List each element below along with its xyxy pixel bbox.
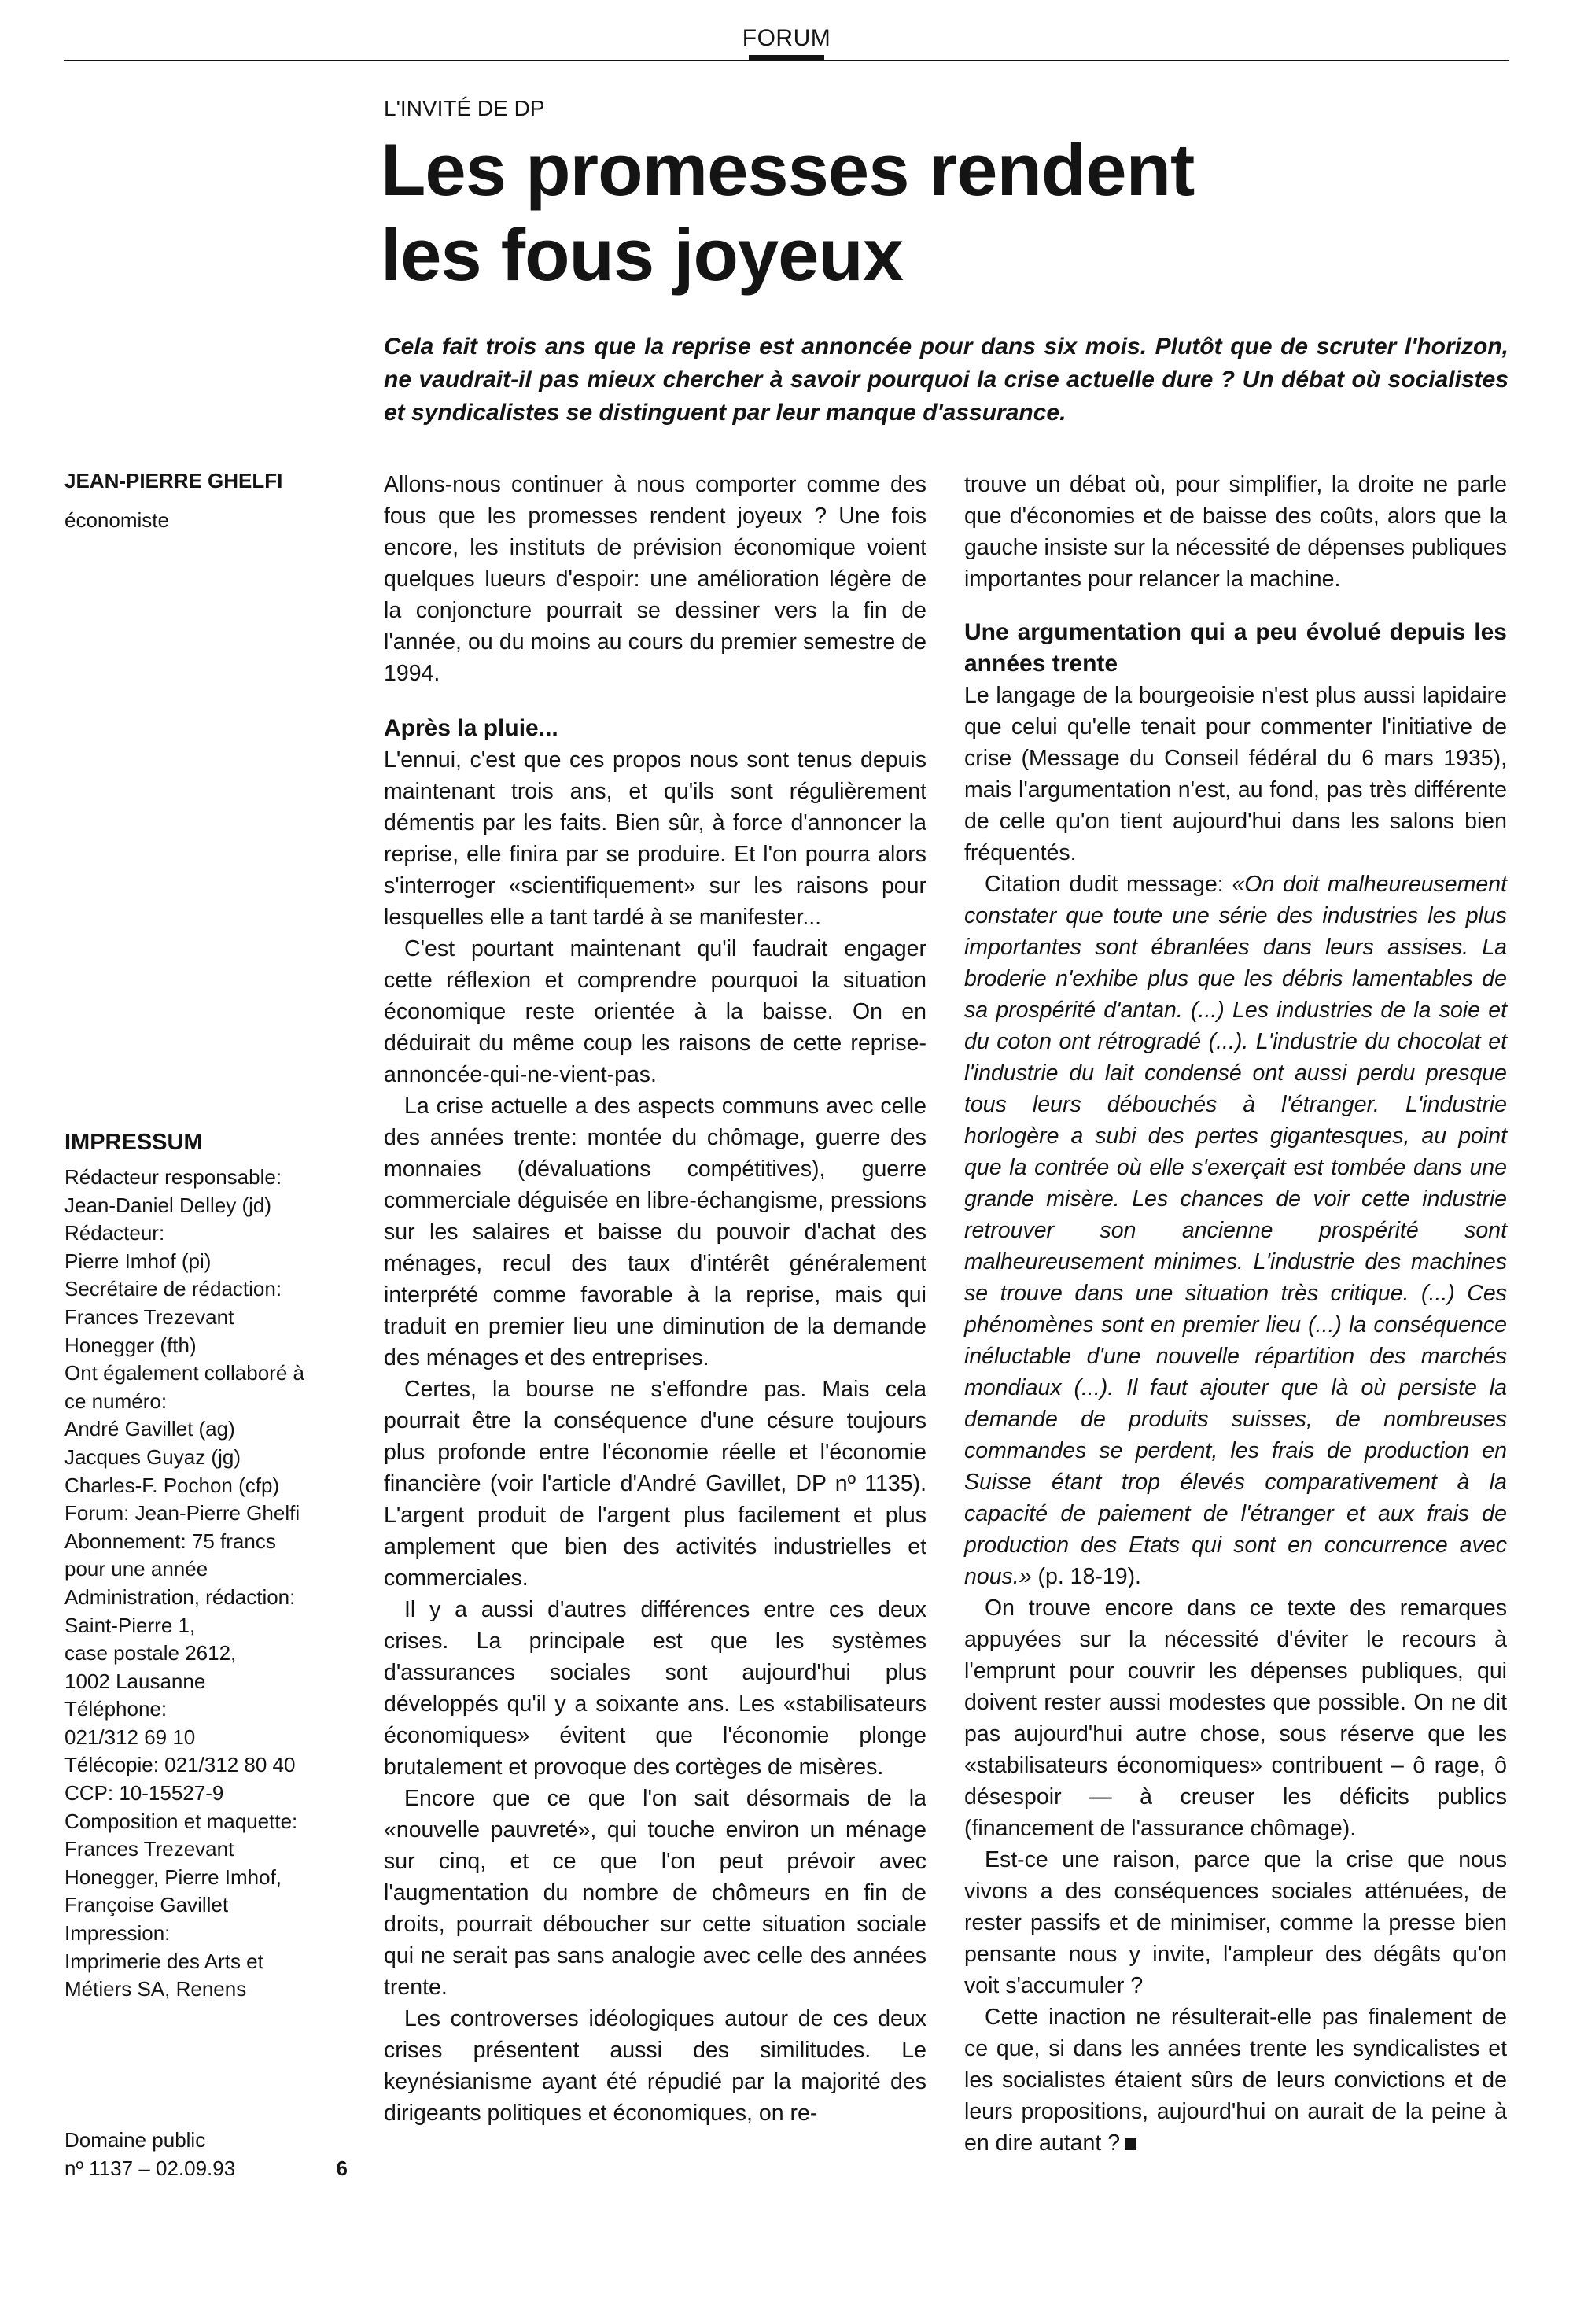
article-title-line-2: les fous joyeux	[381, 213, 904, 296]
header-rule	[64, 60, 1509, 61]
impressum-line: Métiers SA, Renens	[64, 1977, 247, 2001]
impressum-line: case postale 2612,	[64, 1641, 237, 1666]
page-number: 6	[336, 2156, 348, 2180]
paragraph: Est-ce une raison, parce que la crise que nous vivons a des conséquences sociales atténuées, de rester passifs et de minimiser, comme la presse bien pensante nous y invite, l'ampleur des dégâts qu'on voit s'accumuler ?	[964, 1847, 1507, 1998]
paragraph-text: Cette inaction ne résulterait-elle pas finalement de ce que, si dans les années trente les syndicalistes et les socialistes étaient sûrs de leurs convictions et de leurs propositions, aujourd'hui on aurait de la peine à en dire autant ?	[964, 2005, 1507, 2156]
impressum-title: IMPRESSUM	[64, 1130, 203, 1155]
impressum-line: Rédacteur:	[64, 1221, 165, 1245]
impressum-lines	[64, 1164, 348, 2004]
impressum-line: Abonnement: 75 francs	[64, 1529, 276, 1553]
article-lead: Cela fait trois ans que la reprise est annoncée pour dans six mois. Plutôt que de scruter l'horizon, ne vaudrait-il pas mieux chercher à savoir pourquoi la crise actuelle dure ? Un débat où socialistes et syndicalistes se distinguent par leur manque d'assurance.	[384, 334, 1509, 426]
impressum-line: Frances Trezevant	[64, 1837, 234, 1861]
impressum-line: Françoise Gavillet	[64, 1893, 229, 1917]
paragraph: Il y a aussi d'autres différences entre ces deux crises. La principale est que les systèmes d'assurances sociales sont aujourd'hui plus développés qu'il y a soixante ans. Les «stabilisateurs économiques» évitent que l'économie plonge brutalement et provoque des cortèges de misères.	[384, 1597, 926, 1780]
publication-name: Domaine public	[64, 2128, 206, 2152]
impressum-line: Télécopie: 021/312 80 40	[64, 1753, 296, 1777]
author-name: JEAN-PIERRE GHELFI	[64, 469, 283, 492]
subheading: Après la pluie...	[384, 715, 558, 741]
author-role: économiste	[64, 508, 169, 532]
impressum-line: Composition et maquette:	[64, 1809, 298, 1833]
impressum-line: Secrétaire de rédaction:	[64, 1277, 282, 1301]
paragraph: Certes, la bourse ne s'effondre pas. Mais cela pourrait être la conséquence d'une césure toujours plus profonde entre l'économie réelle et l'économie financière (voir l'article d'André Gavillet, DP nº 1135). L'argent produit de l'argent plus facilement et plus amplement que bien des activités industrielles et commerciales.	[384, 1377, 926, 1591]
paragraph: On trouve encore dans ce texte des remarques appuyées sur la nécessité d'éviter le recours à l'emprunt pour couvrir les dépenses publiques, qui doivent rester aussi modestes que possible. On ne dit pas aujourd'hui autre chose, sous réserve que les «stabilisateurs économiques» contribuent – ô rage, ô désespoir — à creuser les déficits publics (financement de l'assurance chômage).	[964, 1595, 1507, 1841]
impressum-line: Téléphone:	[64, 1697, 168, 1721]
paragraph: trouve un débat où, pour simplifier, la droite ne parle que d'économies et de baisse des coûts, alors que la gauche insiste sur la nécessité de dépenses publiques importantes pour relancer la machine.	[964, 472, 1507, 592]
issue-info: nº 1137 – 02.09.93	[64, 2156, 236, 2180]
footer	[64, 2126, 348, 2182]
impressum	[64, 1130, 348, 2004]
article-title	[381, 127, 1497, 297]
impressum-line: Saint-Pierre 1,	[64, 1613, 196, 1637]
paragraph: Le langage de la bourgeoisie n'est plus aussi lapidaire que celui qu'elle tenait pour commenter l'initiative de crise (Message du Conseil fédéral du 6 mars 1935), mais l'argumentation n'est, au fond, pas très différente de celle qu'on tient aujourd'hui dans les salons bien fréquentés.	[964, 683, 1507, 865]
article-column-1	[384, 469, 926, 2129]
subheading: Une argumentation qui a peu évolué depuis les années trente	[964, 619, 1507, 677]
impressum-line: Imprimerie des Arts et	[64, 1949, 263, 1973]
impressum-line: CCP: 10-15527-9	[64, 1781, 224, 1806]
impressum-line: 021/312 69 10	[64, 1725, 196, 1749]
impressum-line: Administration, rédaction:	[64, 1584, 296, 1609]
paragraph: Les controverses idéologiques autour de ces deux crises présentent aussi des similitudes. Le keynésianisme ayant été répudié par la majorité des dirigeants politiques et économiques, on re-	[384, 2006, 926, 2126]
quotation-reference: (p. 18-19).	[1031, 1564, 1141, 1589]
paragraph: Encore que ce que l'on sait désormais de la «nouvelle pauvreté», qui touche environ un ménage sur cinq, et ce que l'on peut prévoir avec l'augmentation du nombre de chômeurs en fin de droits, pourrait déboucher sur cette situation sociale qui ne serait pas sans analogie avec celle des années trente.	[384, 1786, 926, 2000]
article-title-line-1: Les promesses rendent	[381, 128, 1195, 211]
impressum-line: Charles-F. Pochon (cfp)	[64, 1473, 280, 1497]
paragraph: L'ennui, c'est que ces propos nous sont tenus depuis maintenant trois ans, et qu'ils sont régulièrement démentis par les faits. Bien sûr, à force d'annoncer la reprise, elle finira par se produire. Et l'on pourra alors s'interroger «scientifiquement» sur les raisons pour lesquelles elle a tant tardé à se manifester...	[384, 747, 926, 930]
section-label: FORUM	[742, 25, 831, 51]
impressum-line: pour une année	[64, 1557, 208, 1581]
impressum-line: Rédacteur responsable:	[64, 1165, 282, 1189]
article-column-2	[964, 469, 1507, 2159]
impressum-line: Honegger, Pierre Imhof,	[64, 1865, 282, 1889]
impressum-line: Jean-Daniel Delley (jd)	[64, 1193, 271, 1217]
paragraph: C'est pourtant maintenant qu'il faudrait engager cette réflexion et comprendre pourquoi la situation économique reste orientée à la baisse. On en déduirait du même coup les raisons de cette reprise-annoncée-qui-ne-vient-pas.	[384, 936, 926, 1087]
paragraph	[964, 2001, 1507, 2159]
impressum-line: Frances Trezevant	[64, 1304, 234, 1329]
paragraph: Allons-nous continuer à nous comporter comme des fous que les promesses rendent joyeux ? Une fois encore, les instituts de prévision économique voient quelques lueurs d'espoir: une amélioration légère de la conjoncture pourrait se dessiner vers la fin de l'année, ou du moins au cours du premier semestre de 1994.	[384, 472, 926, 686]
impressum-line: Forum: Jean-Pierre Ghelfi	[64, 1501, 300, 1525]
impressum-line: Honegger (fth)	[64, 1333, 197, 1357]
footer-issue-row	[64, 2154, 348, 2182]
impressum-line: Ont également collaboré à	[64, 1361, 304, 1385]
impressum-line: Impression:	[64, 1921, 171, 1946]
end-mark-icon	[1125, 2138, 1136, 2150]
impressum-line: ce numéro:	[64, 1389, 168, 1413]
impressum-line: André Gavillet (ag)	[64, 1417, 235, 1441]
impressum-line: Jacques Guyaz (jg)	[64, 1444, 241, 1469]
article-kicker: L'INVITÉ DE DP	[384, 96, 545, 120]
paragraph: La crise actuelle a des aspects communs avec celle des années trente: montée du chômage, guerre des monnaies (dévaluations compétitives), guerre commerciale déguisée en libre-échangisme, pressions sur les salaires et baisse du pouvoir d'achat des ménages, recul des taux d'intérêt généralement interprété comme favorable à la reprise, mais qui traduit en premier lieu une diminution de la demande des ménages et des entreprises.	[384, 1094, 926, 1370]
quotation-paragraph	[964, 869, 1507, 1592]
quotation-text: «On doit malheureusement constater que toute une série des industries les plus importantes sont ébranlées dans leurs assises. La broderie n'exhibe plus que les débris lamentables de sa prospérité d'antan. (...) Les industries de la soie et du coton ont rétrogradé (...). L'industrie du chocolat et l'industrie du lait condensé ont aussi perdu presque tous leurs débouchés à l'étranger. L'industrie horlogère a subi des pertes gigantesques, au point que la contrée où elle s'exerçait est tombée dans une grande misère. Les chances de voir cette industrie retrouver son ancienne prospérité sont malheureusement minimes. L'industrie des machines se trouve dans une situation très critique. (...) Ces phénomènes sont en premier lieu (...) la conséquence inéluctable d'une nouvelle répartition des marchés mondiaux (...). Il faut ajouter que là où persiste la demande de produits suisses, de nombreuses commandes se perdent, les frais de production en Suisse étant trop élevés comparativement à la capacité de paiement de l'étranger et aux frais de production des Etats qui sont en concurrence avec nous.»	[964, 872, 1508, 1589]
impressum-line: Pierre Imhof (pi)	[64, 1249, 212, 1273]
impressum-line: 1002 Lausanne	[64, 1669, 206, 1693]
quotation-intro: Citation dudit message:	[985, 872, 1232, 897]
